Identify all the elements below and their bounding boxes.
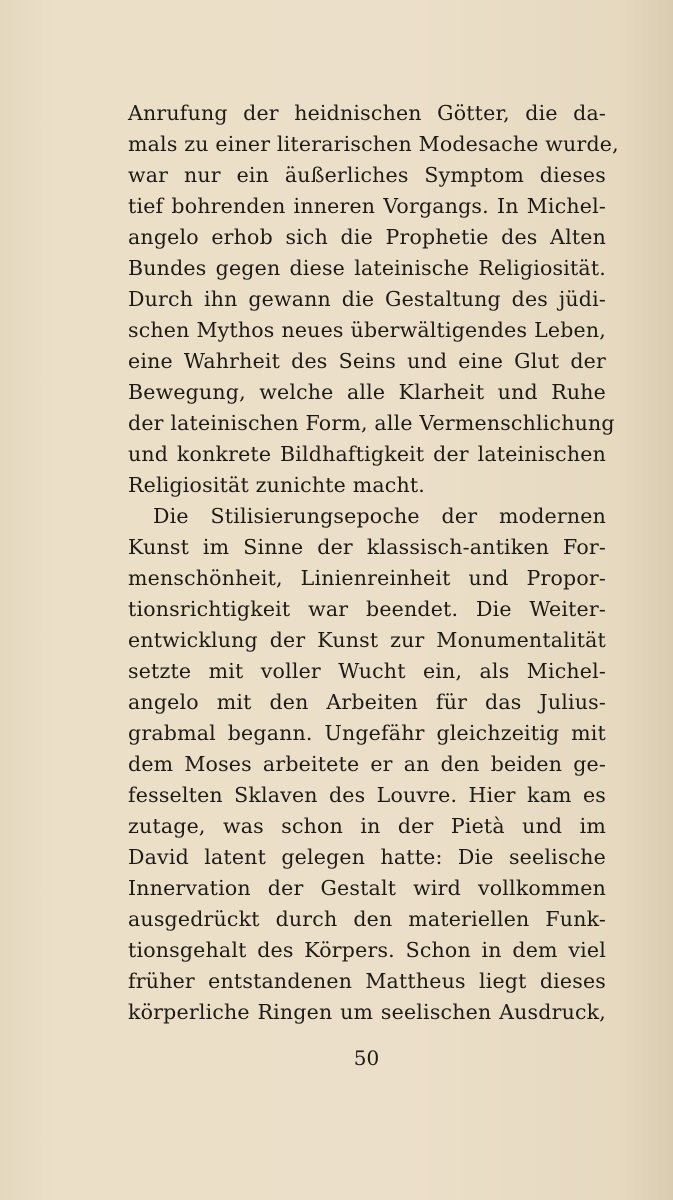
text-line-paragraph-end: Religiosität zunichte macht. xyxy=(128,473,426,497)
text-line: Innervation der Gestalt wird vollkommen xyxy=(128,876,606,900)
text-line: grabmal begann. Ungefähr gleichzeitig mit xyxy=(128,721,606,745)
text-line: tionsgehalt des Körpers. Schon in dem viel xyxy=(128,938,606,962)
body-text xyxy=(128,98,619,1028)
text-line: Bewegung, welche alle Klarheit und Ruhe xyxy=(128,380,606,404)
text-line: tief bohrenden inneren Vorgangs. In Michel- xyxy=(128,194,606,218)
text-line: ausgedrückt durch den materiellen Funk- xyxy=(128,907,606,931)
text-line: schen Mythos neues überwältigendes Leben, xyxy=(128,318,606,342)
text-line: war nur ein äußerliches Symptom dieses xyxy=(128,163,606,187)
text-line: David latent gelegen hatte: Die seelische xyxy=(128,845,606,869)
text-line: Bundes gegen diese lateinische Religiosität. xyxy=(128,256,606,280)
text-line: zutage, was schon in der Pietà und im xyxy=(128,814,606,838)
text-line: entwicklung der Kunst zur Monumentalität xyxy=(128,628,606,652)
text-line: menschönheit, Linienreinheit und Propor- xyxy=(128,566,606,590)
text-line-paragraph-start: Die Stilisierungsepoche der modernen xyxy=(153,504,606,528)
text-line: dem Moses arbeitete er an den beiden ge- xyxy=(128,752,606,776)
text-line: tionsrichtigkeit war beendet. Die Weiter- xyxy=(128,597,606,621)
page-number: 50 xyxy=(353,1046,380,1070)
text-line: Kunst im Sinne der klassisch-antiken For- xyxy=(128,535,606,559)
text-line: früher entstandenen Mattheus liegt dieses xyxy=(128,969,606,993)
text-line: der lateinischen Form, alle Vermenschlichung xyxy=(128,411,615,435)
text-line: eine Wahrheit des Seins und eine Glut der xyxy=(128,349,606,373)
text-line: mals zu einer literarischen Modesache wurde, xyxy=(128,132,619,156)
text-line: körperliche Ringen um seelischen Ausdruck, xyxy=(128,1000,606,1024)
text-line: setzte mit voller Wucht ein, als Michel- xyxy=(128,659,606,683)
text-line: Anrufung der heidnischen Götter, die da- xyxy=(128,101,606,125)
text-line: fesselten Sklaven des Louvre. Hier kam es xyxy=(128,783,606,807)
text-line: Durch ihn gewann die Gestaltung des jüdi- xyxy=(128,287,606,311)
text-line: angelo erhob sich die Prophetie des Alten xyxy=(128,225,606,249)
text-line: und konkrete Bildhaftigkeit der lateinischen xyxy=(128,442,606,466)
text-line: angelo mit den Arbeiten für das Julius- xyxy=(128,690,606,714)
